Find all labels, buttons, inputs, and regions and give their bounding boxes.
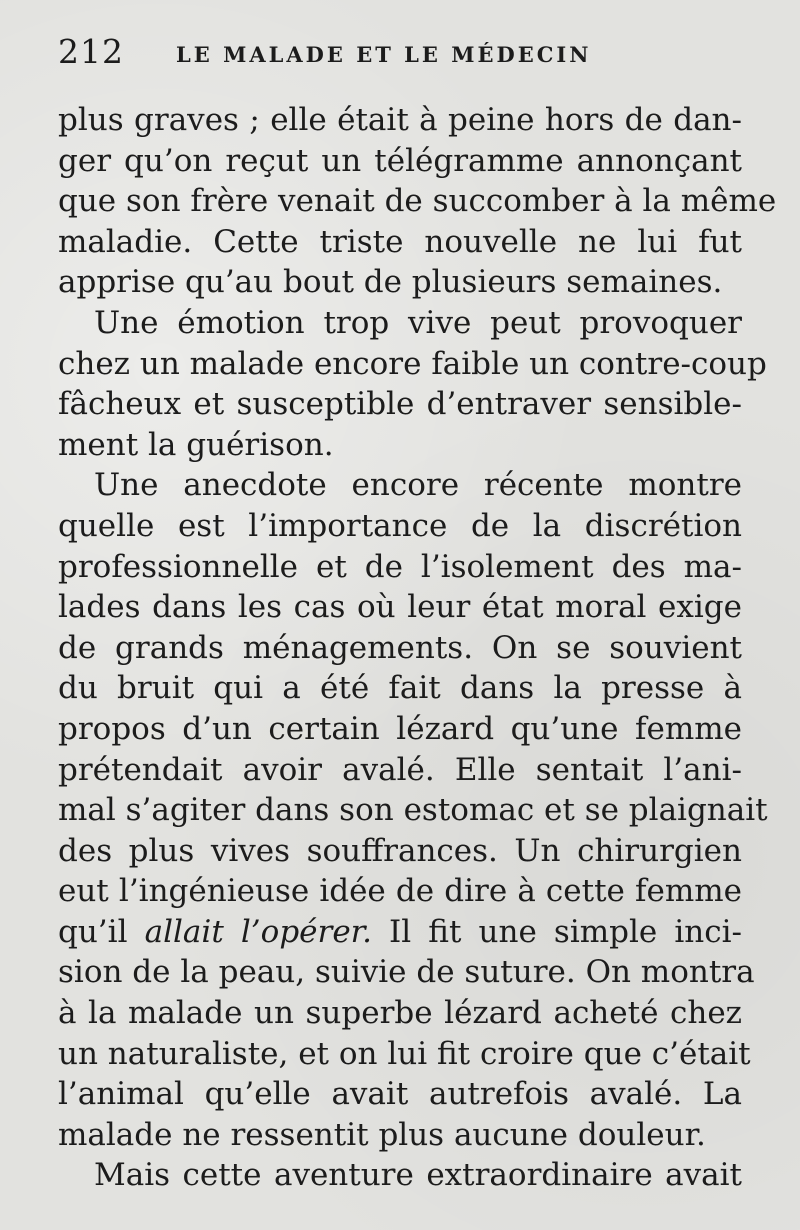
text-line: que son frère venait de succomber à la même [58,183,777,220]
text-line: lades dans les cas où leur état moral exige [58,589,742,626]
text-line: sion de la peau, suivie de suture. On montra [58,954,755,991]
text-line: du bruit qui a été fait dans la presse à [58,670,742,707]
text-segment: qu’il [58,913,145,950]
text-line: ger qu’on reçut un télégramme annonçant [58,142,742,179]
text-line: Mais cette aventure extraordinaire avait [94,1157,742,1194]
text-line: propos d’un certain lézard qu’une femme [58,710,742,747]
text-line: fâcheux et susceptible d’entraver sensible- [58,386,742,423]
text-line: chez un malade encore faible un contre-coup [58,345,767,382]
text-line: plus graves ; elle était à peine hors de dan- [58,102,742,138]
body-text [58,100,777,1196]
text-line: à la malade un superbe lézard acheté chez [58,995,742,1032]
text-line: quelle est l’importance de la discrétion [58,507,742,544]
text-line: maladie. Cette triste nouvelle ne lui fut [58,223,742,260]
text-line: apprise qu’au bout de plusieurs semaines. [58,264,723,301]
text-line: Une émotion trop vive peut provoquer [94,304,742,341]
text-line: des plus vives souffrances. Un chirurgien [58,832,742,869]
text-segment: Il fit une simple inci- [371,913,742,950]
italic-segment: allait l’opérer. [144,913,372,950]
text-line: ment la guérison. [58,426,334,463]
running-head: LE MALADE ET LE MÉDECIN [176,42,592,67]
text-line: un naturaliste, et on lui fit croire que c’était [58,1035,751,1072]
text-line: professionnelle et de l’isolement des ma- [58,548,742,585]
text-line: de grands ménagements. On se souvient [58,629,742,666]
text-line: prétendait avoir avalé. Elle sentait l’ani- [58,751,742,788]
text-line: eut l’ingénieuse idée de dire à cette femme [58,873,742,910]
text-line: malade ne ressentit plus aucune douleur. [58,1116,706,1153]
page-number: 212 [58,32,124,71]
text-line: Une anecdote encore récente montre [94,467,742,504]
text-line: l’animal qu’elle avait autrefois avalé. La [58,1076,742,1113]
text-line: mal s’agiter dans son estomac et se plaignait [58,792,768,829]
text-line [58,912,742,953]
page-header [58,30,758,80]
